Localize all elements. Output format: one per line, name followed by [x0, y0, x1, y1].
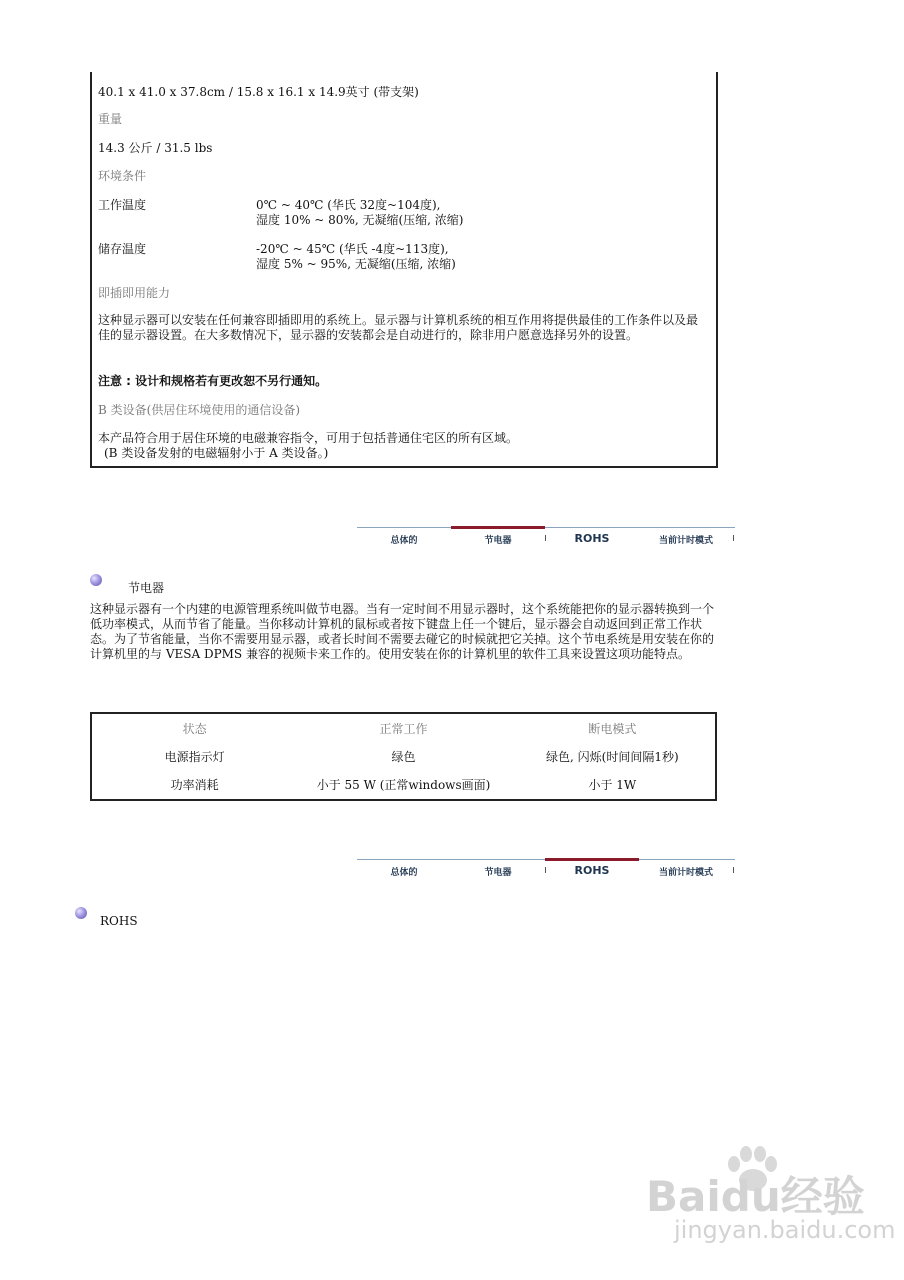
nav-line: [357, 527, 735, 528]
storage-temp-line1: -20℃ ~ 45℃ (华氏 -4度~113度),: [256, 242, 449, 256]
operating-temp-line1: 0℃ ~ 40℃ (华氏 32度~104度),: [256, 198, 441, 212]
class-b-line2: (B 类设备发射的电磁辐射小于 A 类设备。): [104, 446, 329, 460]
class-b-label: B 类设备(供居住环境使用的通信设备): [98, 403, 300, 417]
notice-text: 注意 : 设计和规格若有更改恕不另行通知。: [98, 374, 328, 388]
nav-tab-powersaver[interactable]: 节电器: [484, 536, 512, 546]
watermark-logo: Baidu经验: [646, 1172, 865, 1221]
section-nav-2: [357, 859, 735, 881]
table-header: 状态: [182, 721, 207, 736]
table-cell: 绿色, 闪烁(时间间隔1秒): [546, 749, 679, 764]
powersaver-text: 这种显示器有一个内建的电源管理系统叫做节电器。当有一定时间不用显示器时，这个系统能把你的显示器转换到一个低功率模式，从而节省了能量。当你移动计算机的鼠标或者按下键盘上任一个键后，显示器会自动返回到正常工作状态。为了节省能量，当你不需要用显示器，或者长时间不需要去碰它的时候就把它关掉。这个节电系统是用安装在你的计算机里的与 VESA DPMS 兼容的视频卡来工作的。使用安装在你的计算机里的软件工具来设置这项功能特点。: [90, 602, 715, 661]
dimensions-value: 40.1 x 41.0 x 37.8cm / 15.8 x 16.1 x 14.9英寸 (带支架): [98, 85, 419, 99]
power-table: [90, 712, 717, 801]
nav-separator: [733, 535, 734, 541]
table-row: [91, 742, 716, 770]
nav-tab-timing[interactable]: 当前计时模式: [658, 868, 713, 878]
nav-tab-rohs[interactable]: ROHS: [574, 864, 610, 877]
pnp-text: 这种显示器可以安装在任何兼容即插即用的系统上。显示器与计算机系统的相互作用将提供最佳的工作条件以及最佳的显示器设置。在大多数情况下，显示器的安装都会是自动进行的，除非用户愿意选择另外的设置。: [98, 313, 699, 342]
class-b-line1: 本产品符合用于居住环境的电磁兼容指令，可用于包括普通住宅区的所有区域。: [98, 431, 519, 445]
storage-temp-label: 储存温度: [98, 242, 147, 256]
table-cell: 绿色: [391, 749, 416, 764]
operating-temp-label: 工作温度: [98, 198, 147, 212]
weight-label: 重量: [98, 112, 123, 126]
nav-tab-powersaver[interactable]: 节电器: [484, 868, 512, 878]
bullet-icon: [90, 574, 102, 586]
table-cell: 小于 55 W (正常windows画面): [316, 778, 491, 793]
watermark-url: jingyan.baidu.com: [674, 1216, 896, 1244]
nav-tab-general[interactable]: 总体的: [390, 868, 418, 878]
nav-active-indicator: [451, 526, 545, 529]
table-row: [91, 771, 716, 800]
nav-tab-timing[interactable]: 当前计时模式: [658, 536, 713, 546]
table-header: 断电模式: [588, 721, 637, 736]
weight-value: 14.3 公斤 / 31.5 lbs: [98, 141, 213, 155]
table-cell: 功率消耗: [170, 778, 219, 793]
table-header: 正常工作: [379, 721, 428, 736]
table-cell: 小于 1W: [588, 778, 637, 793]
environment-label: 环境条件: [98, 169, 147, 183]
powersaver-heading: 节电器: [128, 581, 165, 595]
nav-active-indicator: [545, 858, 639, 861]
storage-temp-line2: 湿度 5% ~ 95%, 无凝缩(压缩, 浓缩): [256, 257, 456, 271]
nav-separator: [733, 867, 734, 873]
rohs-heading: ROHS: [100, 914, 138, 928]
bullet-icon: [75, 907, 87, 919]
pnp-label: 即插即用能力: [98, 286, 171, 300]
operating-temp-line2: 湿度 10% ~ 80%, 无凝缩(压缩, 浓缩): [256, 213, 464, 227]
section-nav-1: [357, 527, 735, 549]
nav-tab-general[interactable]: 总体的: [390, 536, 418, 546]
nav-tab-rohs[interactable]: ROHS: [574, 532, 610, 545]
table-header-row: [91, 713, 716, 742]
table-cell: 电源指示灯: [164, 749, 225, 764]
